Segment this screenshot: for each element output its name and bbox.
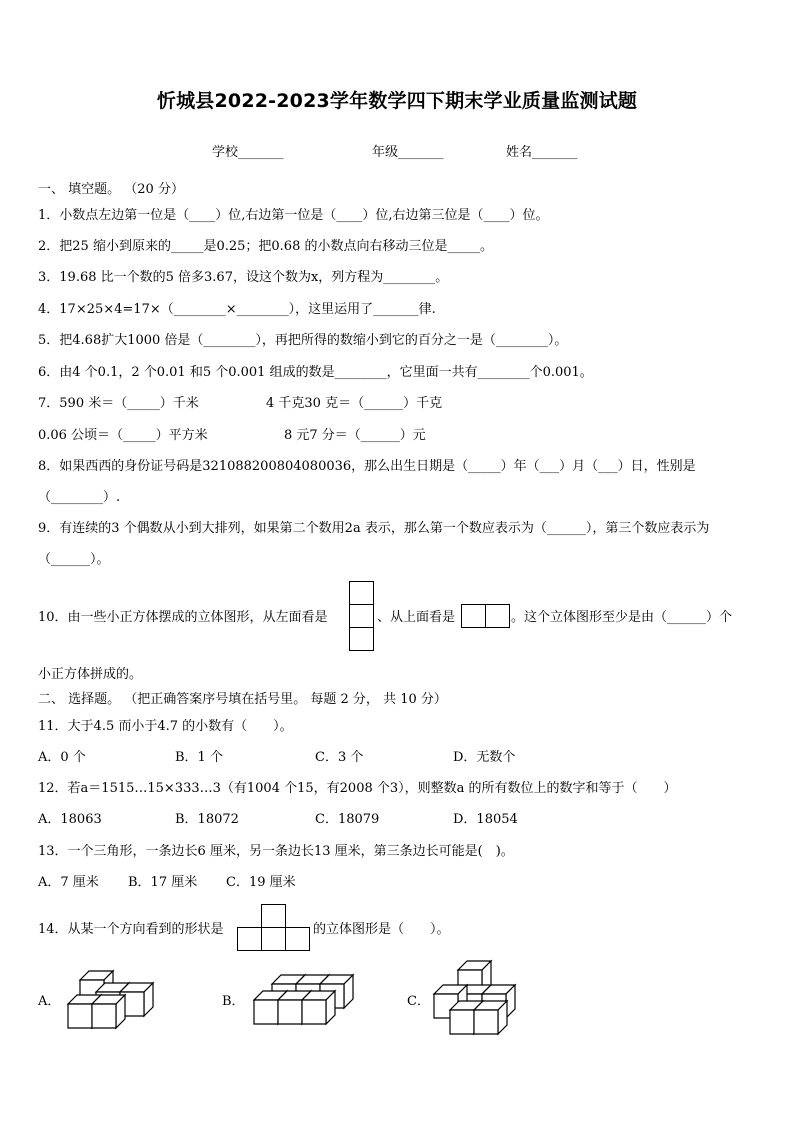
q13-option-b: B．17 厘米	[128, 875, 198, 890]
question-7a: 7．590 米＝（_____）千米	[38, 396, 199, 411]
question-1: 1．小数点左边第一位是（____）位,右边第一位是（____）位,右边第三位是（____）位。	[38, 208, 549, 223]
q12-option-b: B．18072	[175, 812, 239, 827]
q12-option-d: D．18054	[453, 812, 518, 827]
section-1-heading: 一、 填空题。 （20 分）	[38, 182, 184, 197]
question-8: 8．如果西西的身份证号码是321088200804080036，那么出生日期是（_____）年（___）月（___）日，性别是	[38, 459, 696, 474]
question-5: 5．把4.68扩大1000 倍是（________），再把所得的数缩小到它的百分之一是（________）。	[38, 333, 568, 348]
name-field: 姓名_______	[506, 145, 578, 160]
question-4: 4．17×25×4=17×（________×________），这里运用了_______律.	[38, 302, 436, 317]
question-2: 2．把25 缩小到原来的_____是0.25；把0.68 的小数点向右移动三位是_____。	[38, 239, 493, 254]
question-10-part2: 、从上面看是	[377, 610, 456, 625]
q11-option-b: B．1 个	[175, 750, 223, 765]
q13-option-c: C．19 厘米	[226, 875, 296, 890]
question-3: 3．19.68 比一个数的5 倍多3.67，设这个数为x，列方程为________。	[38, 270, 449, 285]
question-12: 12．若a＝1515…15×333…3（有1004 个15，有2008 个3），则整数a 的所有数位上的数字和等于（ ）	[38, 781, 677, 796]
q12-option-c: C．18079	[315, 812, 380, 827]
question-7b: 4 千克30 克＝（______）千克	[266, 396, 443, 411]
question-10-part3: 。这个立体图形至少是由（______）个	[511, 610, 733, 625]
q14-option-a: A．	[38, 994, 61, 1009]
cube	[474, 1001, 507, 1034]
section-2-heading: 二、 选择题。 （把正确答案序号填在括号里。 每题 2 分， 共 10 分）	[38, 692, 447, 707]
q13-option-a: A．7 厘米	[38, 875, 99, 890]
question-7c: 0.06 公顷＝（_____）平方米	[38, 428, 208, 443]
option-a-cube-figure	[60, 968, 160, 1032]
question-7d: 8 元7 分＝（______）元	[284, 428, 426, 443]
school-field: 学校_______	[212, 145, 284, 160]
question-6: 6．由4 个0.1，2 个0.01 和5 个0.001 组成的数是________，它里面一共有________个0.001。	[38, 365, 593, 380]
q14-option-c: C．	[407, 994, 430, 1009]
question-10-cont: 小正方体拼成的。	[38, 667, 143, 682]
grade-field: 年级_______	[372, 145, 444, 160]
page-title: 忻城县2022-2023学年数学四下期末学业质量监测试题	[156, 90, 638, 112]
cube	[302, 991, 335, 1024]
q11-option-c: C．3 个	[315, 750, 364, 765]
q12-option-a: A．18063	[38, 812, 102, 827]
question-9: 9．有连续的3 个偶数从小到大排列，如果第二个数用2a 表示，那么第一个数应表示为（______），第三个数应表示为	[38, 521, 710, 536]
cube	[92, 995, 125, 1028]
q11-option-d: D．无数个	[453, 750, 516, 765]
question-11: 11．大于4.5 而小于4.7 的小数有（ ）。	[38, 719, 293, 734]
option-c-cube-figure	[428, 958, 518, 1038]
question-8-cont: （________）.	[38, 490, 121, 505]
question-14-part2: 的立体图形是（ ）。	[313, 922, 450, 937]
option-b-cube-figure	[246, 968, 346, 1032]
question-9-cont: （______）。	[38, 552, 110, 567]
question-13: 13．一个三角形，一条边长6 厘米，另一条边长13 厘米，第三条边长可能是( )。	[38, 844, 514, 859]
q14-option-b: B．	[222, 994, 245, 1009]
q11-option-a: A．0 个	[38, 750, 86, 765]
question-10-part1: 10．由一些小正方体摆成的立体图形，从左面看是	[38, 610, 328, 625]
question-14-part1: 14．从某一个方向看到的形状是	[38, 922, 224, 937]
